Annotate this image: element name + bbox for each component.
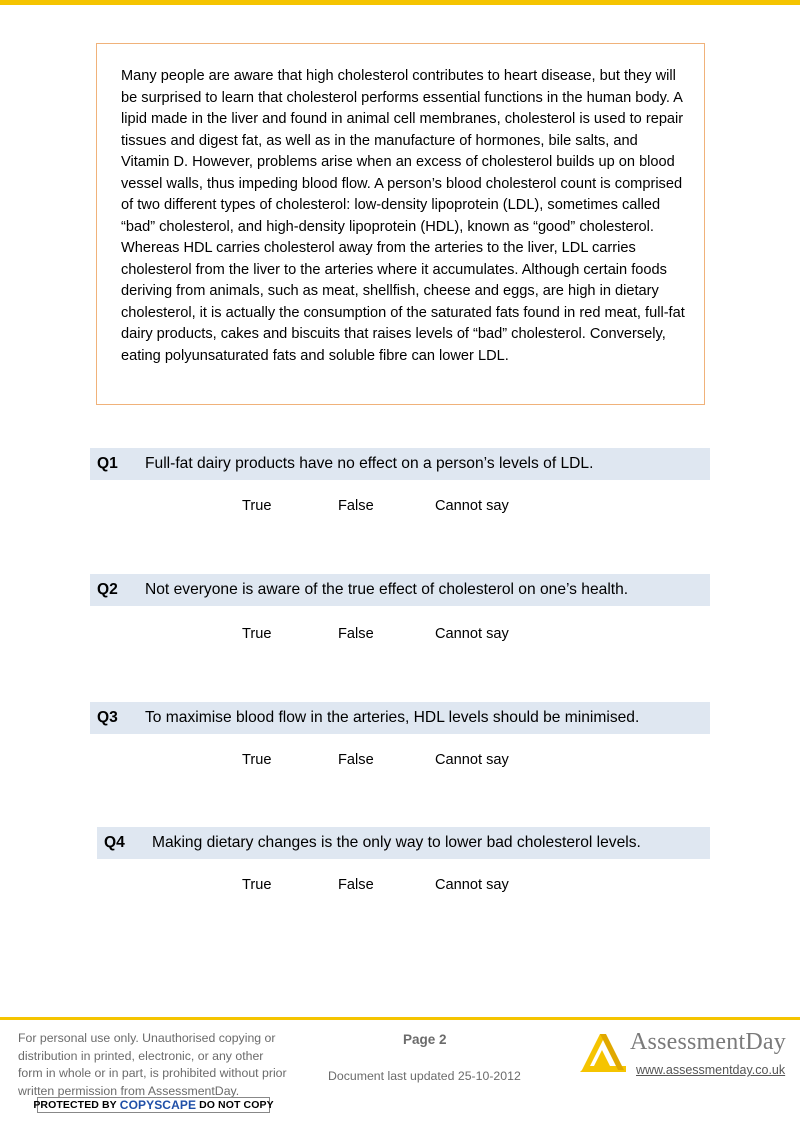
website-link[interactable]: www.assessmentday.co.uk [636, 1063, 786, 1077]
option-cannot-say[interactable]: Cannot say [435, 626, 509, 642]
question-4 [97, 827, 710, 859]
page-number: Page 2 [403, 1032, 447, 1047]
last-updated: Document last updated 25-10-2012 [328, 1069, 521, 1083]
option-false[interactable]: False [338, 626, 374, 642]
question-text: Full-fat dairy products have no effect on a person’s levels of LDL. [145, 455, 594, 472]
question-3 [90, 702, 710, 734]
option-false[interactable]: False [338, 752, 374, 768]
option-cannot-say[interactable]: Cannot say [435, 498, 509, 514]
footer-divider [0, 1017, 800, 1020]
option-true[interactable]: True [242, 626, 272, 642]
question-1 [90, 448, 710, 480]
question-number: Q1 [97, 455, 118, 472]
question-number: Q3 [97, 709, 118, 726]
option-true[interactable]: True [242, 877, 272, 893]
passage-box [96, 43, 705, 405]
option-cannot-say[interactable]: Cannot say [435, 877, 509, 893]
question-number: Q4 [104, 834, 125, 851]
copyright-notice: For personal use only. Unauthorised copying or distribution in printed, electronic, or any other form in whole or in part, is prohibited without prior written permission from AssessmentDay. [18, 1031, 287, 1098]
option-true[interactable]: True [242, 498, 272, 514]
assessmentday-logo-text: AssessmentDay [630, 1029, 786, 1055]
option-false[interactable]: False [338, 877, 374, 893]
option-true[interactable]: True [242, 752, 272, 768]
question-text: Making dietary changes is the only way to lower bad cholesterol levels. [152, 834, 641, 851]
top-accent-bar [0, 0, 800, 5]
option-cannot-say[interactable]: Cannot say [435, 752, 509, 768]
copyscape-suffix: DO NOT COPY [199, 1099, 274, 1111]
question-text: Not everyone is aware of the true effect of cholesterol on one’s health. [145, 581, 629, 598]
copyscape-prefix: PROTECTED BY [33, 1099, 117, 1111]
copyscape-badge[interactable] [33, 1097, 274, 1113]
question-number: Q2 [97, 581, 118, 598]
question-2 [90, 574, 710, 606]
option-false[interactable]: False [338, 498, 374, 514]
copyscape-brand: COPYSCAPE [119, 1098, 197, 1112]
assessmentday-logo-icon [578, 1030, 628, 1074]
passage-text: Many people are aware that high cholesterol contributes to heart disease, but they will be surprised to learn that cholesterol performs essential functions in the human body. A lipid made in the liver and found in animal cell membranes, cholesterol is used to repair tissues and digest fat, as well as in the manufacture of hormones, bile salts, and Vitamin D. However, problems arise when an excess of cholesterol builds up on blood vessel walls, thus impeding blood flow. A person’s blood cholesterol count is comprised of two different types of cholesterol: low-density lipoprotein (LDL), sometimes called “bad” cholesterol, and high-density lipoprotein (HDL), known as “good” cholesterol. Whereas HDL carries cholesterol away from the arteries to the liver, LDL carries cholesterol from the liver to the arteries where it accumulates. Although certain foods deriving from animals, such as meat, shellfish, cheese and eggs, are high in dietary cholesterol, it is actually the consumption of the saturated fats found in red meat, full-fat dairy products, cakes and biscuits that raises levels of “bad” cholesterol. Conversely, eating polyunsaturated fats and soluble fibre can lower LDL. [121, 68, 685, 364]
question-text: To maximise blood flow in the arteries, HDL levels should be minimised. [145, 709, 640, 726]
